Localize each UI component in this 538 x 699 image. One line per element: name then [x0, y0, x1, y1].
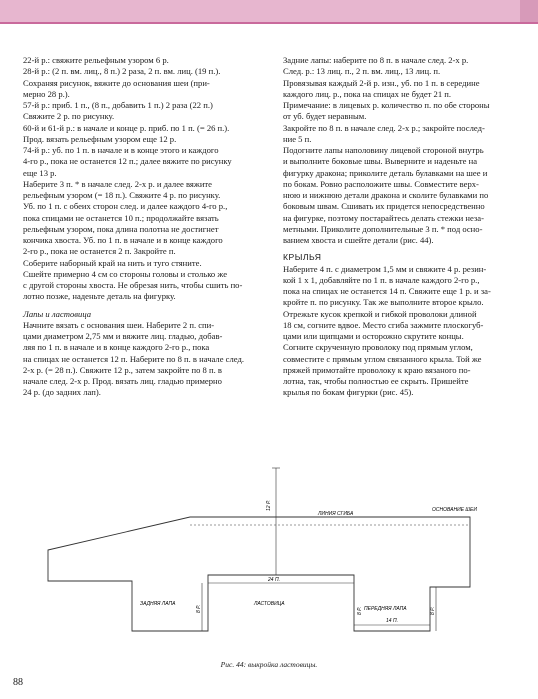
header-pink-line — [0, 22, 538, 24]
right-text-line: Провязывая каждый 2-й р. изн., уб. по 1 п. в середине — [283, 77, 480, 88]
left-text-line: 28-й р.: (2 п. вм. лиц., 8 п.) 2 раза, 2 п. вм. лиц. (19 п.). — [23, 66, 221, 77]
left-text-line: Прод. вязать рельефным узором еще 12 р. — [23, 133, 177, 144]
right-text-line: 18 см, согните вдвое. Место сгиба зажмите плоскогуб- — [283, 319, 484, 330]
side-label-mid: 8 Р. — [357, 606, 363, 615]
header-corner-block — [520, 0, 538, 22]
right-text-line: Отрежьте кусок крепкой и гибкой проволоки длиной — [283, 308, 477, 319]
right-text-line: лотна, так, чтобы полностью ее скрыть. Пришейте — [283, 376, 469, 386]
left-text-line: рельефным узором, пока длина полотна не достигнет — [23, 223, 219, 234]
left-text-line: 2-го р., пока не останется 2 п. Закройте п. — [23, 246, 176, 257]
left-text-line: Соберите наборный край на нить и туго стяните. — [23, 257, 202, 268]
right-text-line: Задние лапы: наберите по 8 п. в начале след. 2-х р. — [283, 55, 469, 65]
left-text-line: еще 13 р. — [23, 167, 57, 178]
left-text-line: кончика хвоста. Уб. по 1 п. в начале и в конце каждого — [23, 235, 223, 245]
right-text-line: пока на спицах не останется 14 п. Свяжите еще 1 р. и за- — [283, 286, 491, 296]
fold-line-label: ЛИНИЯ СГИБА — [318, 511, 354, 517]
left-text-line: цами диаметром 2,75 мм и вяжите лиц. гладью, добав- — [23, 331, 223, 341]
right-text-line: фигурку дракона; приколите деталь булавками на шее и — [283, 167, 488, 178]
right-text-line: совместите с прямым углом связанного крыла. Той же — [283, 353, 482, 364]
right-text-line: кой 1 х 1, добавляйте по 1 п. в начале каждого 2-го р., — [283, 274, 480, 285]
right-text-line: нюю и нижнюю детали дракона и сколите булавками по — [283, 190, 489, 200]
gusset-label: ЛАСТОВИЦА — [254, 601, 285, 607]
left-text-line: Сшейте примерно 4 см со стороны головы и столько же — [23, 268, 228, 279]
left-text-line: Сохраняя рисунок, вяжите до основания шеи (при- — [23, 77, 210, 88]
right-text-line: ванием хвоста и сшейте детали (рис. 44). — [283, 235, 434, 245]
left-text-line: 22-й р.: свяжите рельефным узором 6 р. — [23, 55, 169, 65]
left-text-line: 24 р. (до задних лап). — [23, 387, 101, 398]
neck-base-label: ОСНОВАНИЕ ШЕИ — [432, 507, 477, 513]
right-text-line: крылья по бокам фигурки (рис. 45). — [283, 387, 414, 398]
left-text-line: 2-х р. (= 28 п.). Свяжите 12 р., затем закройте по 8 п. в — [23, 364, 222, 375]
left-text-line: Уб. по 1 п. с обеих сторон след. и далее каждого 4-го р., — [23, 201, 228, 212]
right-text-line: След. р.: 13 лиц. п., 2 п. вм. лиц., 13 лиц. п. — [283, 66, 441, 77]
side-label-right: 8 Р. — [430, 606, 436, 615]
left-text-column — [23, 55, 268, 399]
right-text-line: от уб. будет неравным. — [283, 111, 367, 122]
right-section-heading: КРЫЛЬЯ — [283, 252, 322, 263]
side-label-left: 8 Р. — [196, 604, 202, 613]
height-label: 12 Р. — [266, 500, 272, 511]
right-text-line: по бокам. Ровно расположите швы. Совместите верх- — [283, 178, 479, 189]
left-text-line: пока спицами не останется 10 п.; продолжайте вязать — [23, 212, 219, 223]
width-label: 24 П. — [268, 577, 280, 583]
left-text-line: мерно 28 р.). — [23, 88, 70, 99]
right-text-line: Подогните лапы наполовину лицевой стороной внутрь — [283, 145, 484, 155]
right-text-line: Согните скрученную проволоку под прямым углом, — [283, 342, 473, 353]
right-text-line: цами или щипцами и осторожно скрутите концы. — [283, 331, 464, 341]
page-number: 88 — [13, 677, 23, 688]
right-text-line: боковым швам. Сшивать их придется непосредственно — [283, 201, 485, 212]
left-text-line: начале след. 2-х р. Прод. вязать лиц. гладью примерно — [23, 376, 222, 386]
right-text-line: Примечание: в лицевых р. количество п. по обе стороны — [283, 100, 490, 110]
left-text-line: ляя по 1 п. в начале и в конце каждого 2-го р., пока — [23, 342, 210, 353]
left-text-line: рельефным узором (= 18 п.). Свяжите 4 р. по рисунку. — [23, 190, 221, 200]
left-text-line: 60-й и 61-й р.: в начале и конце р. приб. по 1 п. (= 26 п.). — [23, 122, 230, 133]
left-text-line: 57-й р.: приб. 1 п., (8 п., добавить 1 п.) 2 раза (22 п.) — [23, 100, 213, 110]
right-text-line: кройте п. по рисунку. Так же выполните второе крыло. — [283, 297, 484, 308]
left-text-line: на спицах не останется 12 п. Наберите по 8 п. в начале след. — [23, 353, 244, 364]
front-width-label: 14 П. — [386, 618, 398, 624]
right-text-line: ние 5 п. — [283, 133, 312, 144]
pattern-outline — [48, 517, 470, 631]
gusset-pattern-diagram — [0, 455, 538, 660]
left-text-line: 4-го р., пока не останется 12 п.; далее вяжите по рисунку — [23, 156, 232, 167]
left-text-line: Начните вязать с основания шеи. Наберите 2 п. спи- — [23, 319, 215, 330]
right-text-line: на фигурке, поэтому постарайтесь делать стежки неза- — [283, 212, 484, 223]
header-pink-stripe — [0, 0, 538, 22]
left-text-line: Наберите 3 п. * в начале след. 2-х р. и далее вяжите — [23, 178, 212, 189]
right-text-line: пряжей примотайте проволоку к краю вязаного по- — [283, 364, 471, 375]
right-text-line: Закройте по 8 п. в начале след. 2-х р.; закройте послед- — [283, 122, 485, 133]
left-text-line: 74-й р.: уб. по 1 п. в начале и в конце этого и каждого — [23, 145, 219, 155]
right-text-line: каждого лиц. р., пока на спицах не будет 21 п. — [283, 88, 452, 99]
left-section-heading: Лапы и ластовица — [23, 308, 92, 319]
front-paw-label: ПЕРЕДНЯЯ ЛАПА — [364, 606, 407, 612]
left-text-line: лотно позже, наденьте деталь на фигурку. — [23, 291, 176, 302]
right-text-line: Наберите 4 п. с диаметром 1,5 мм и свяжите 4 р. резин- — [283, 263, 487, 274]
figure-caption: Рис. 44: выкройка ластовицы. — [220, 660, 318, 669]
right-text-column — [283, 55, 518, 399]
right-text-line: метными. Приколите дополнительные 3 п. * под осно- — [283, 223, 483, 234]
header-band — [0, 0, 538, 26]
left-text-line: Свяжите 2 р. по рисунку. — [23, 111, 115, 122]
left-text-line: с другой стороны хвоста. Не обрезая нить, чтобы сшить по- — [23, 280, 243, 290]
back-paw-label: ЗАДНЯЯ ЛАПА — [140, 601, 176, 607]
right-text-line: и выполните боковые швы. Выверните и наденьте на — [283, 156, 478, 167]
